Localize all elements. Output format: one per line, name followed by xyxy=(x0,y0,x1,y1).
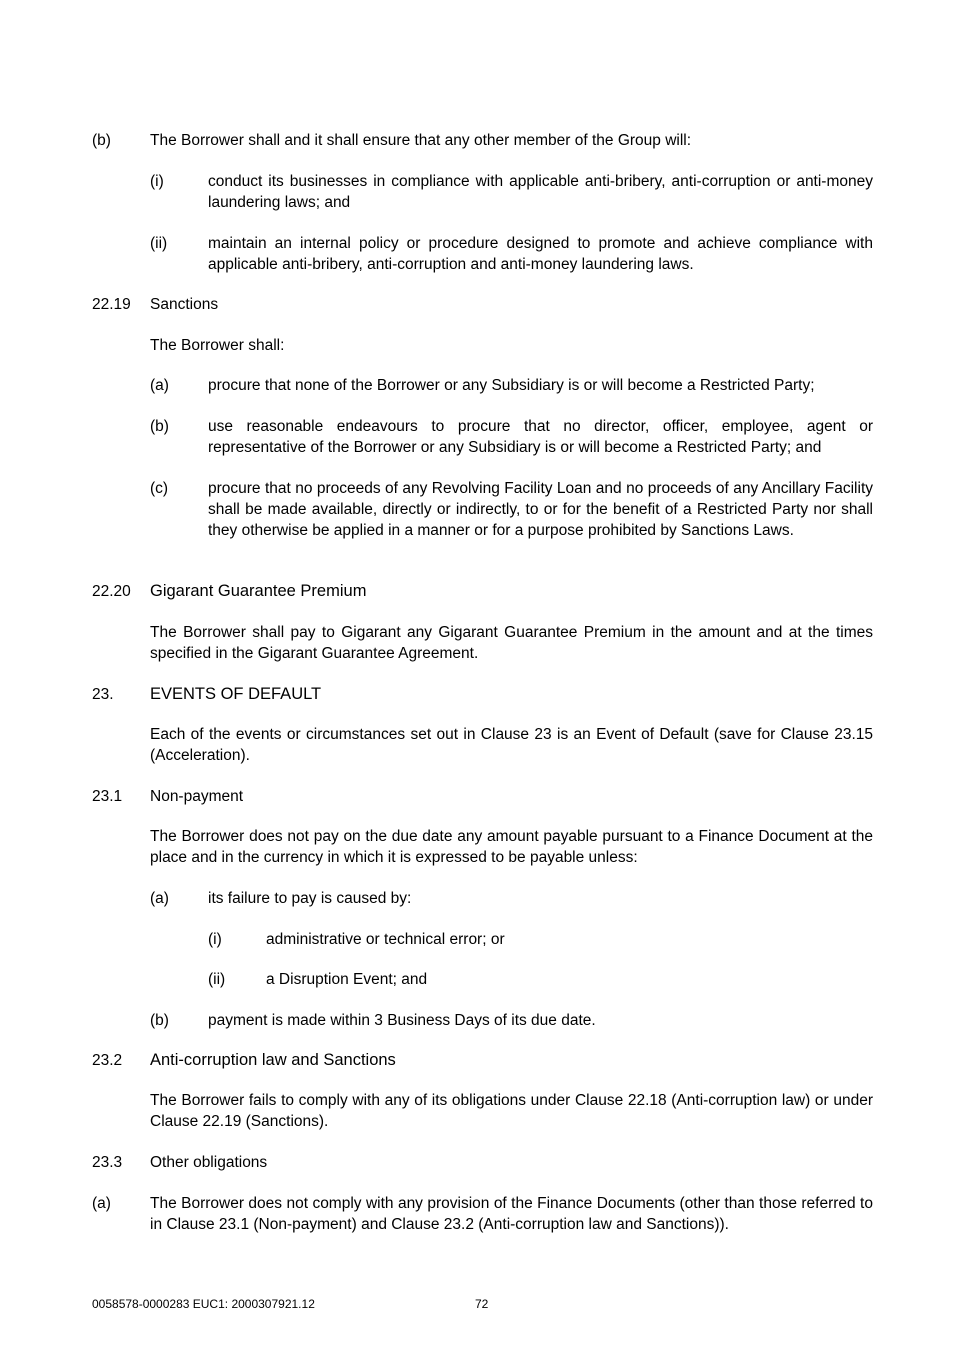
clause-heading: Non-payment xyxy=(150,788,244,805)
clause-heading: Other obligations xyxy=(150,1154,268,1171)
list-item: maintain an internal policy or procedure designed to promote and achieve compliance with applicable anti-bribery, anti-corruption and anti-money laundering laws. xyxy=(208,235,873,273)
clause-number: 23. xyxy=(92,686,114,703)
item-label: (a) xyxy=(150,890,169,907)
list-item: its failure to pay is caused by: xyxy=(208,890,412,907)
list-item: use reasonable endeavours to procure that no director, officer, employee, agent or representative of the Borrower or any Subsidiary is or will become a Restricted Party; and xyxy=(208,418,873,456)
clause-number: 22.20 xyxy=(92,583,131,600)
clause-heading: EVENTS OF DEFAULT xyxy=(150,685,322,703)
list-item: procure that no proceeds of any Revolving Facility Loan and no proceeds of any Ancillary Facility shall be made available, directly or indirectly, to or for the benefit of a Restricted Party nor shall they otherwise be applied in a manner or for a purpose prohibited by Sanctions Laws. xyxy=(208,480,873,539)
footer-doc-ref: 0058578-0000283 EUC1: 2000307921.12 xyxy=(92,1297,315,1311)
paragraph: The Borrower does not pay on the due date any amount payable pursuant to a Finance Document at the place and in the currency in which it is expressed to be payable unless: xyxy=(150,828,873,866)
clause-number: 23.2 xyxy=(92,1052,123,1069)
item-label: (c) xyxy=(150,480,169,497)
item-label: (ii) xyxy=(208,971,226,988)
item-label: (ii) xyxy=(150,235,168,252)
item-label: (b) xyxy=(92,132,111,149)
footer-page-number: 72 xyxy=(475,1297,489,1311)
item-label: (a) xyxy=(92,1195,111,1212)
clause-heading: Gigarant Guarantee Premium xyxy=(150,582,367,600)
clause-number: 23.1 xyxy=(92,788,123,805)
list-item: payment is made within 3 Business Days of its due date. xyxy=(208,1012,596,1029)
item-label: (b) xyxy=(150,418,169,435)
list-item: administrative or technical error; or xyxy=(266,931,505,948)
clause-heading: Anti-corruption law and Sanctions xyxy=(150,1051,396,1069)
item-label: (i) xyxy=(150,173,164,190)
paragraph: Each of the events or circumstances set out in Clause 23 is an Event of Default (save for Clause 23.15 (Acceleration). xyxy=(150,726,873,764)
clause-number: 22.19 xyxy=(92,296,131,313)
list-item: a Disruption Event; and xyxy=(266,971,428,988)
list-item: procure that none of the Borrower or any Subsidiary is or will become a Restricted Party; xyxy=(208,377,815,394)
paragraph: The Borrower fails to comply with any of its obligations under Clause 22.18 (Anti-corruption law) or under Clause 22.19 (Sanctions). xyxy=(150,1092,873,1130)
item-label: (i) xyxy=(208,931,222,948)
item-label: (a) xyxy=(150,377,169,394)
item-label: (b) xyxy=(150,1012,169,1029)
paragraph: The Borrower does not comply with any provision of the Finance Documents (other than those referred to in Clause 23.1 (Non-payment) and Clause 23.2 (Anti-corruption law and Sanctions)). xyxy=(150,1195,873,1233)
list-item: conduct its businesses in compliance with applicable anti-bribery, anti-corruption or anti-money laundering laws; and xyxy=(208,173,873,211)
paragraph: The Borrower shall: xyxy=(150,337,285,354)
paragraph: The Borrower shall and it shall ensure that any other member of the Group will: xyxy=(150,132,692,149)
clause-heading: Sanctions xyxy=(150,296,219,313)
paragraph: The Borrower shall pay to Gigarant any Gigarant Guarantee Premium in the amount and at the times specified in the Gigarant Guarantee Agreement. xyxy=(150,624,873,662)
clause-number: 23.3 xyxy=(92,1154,123,1171)
